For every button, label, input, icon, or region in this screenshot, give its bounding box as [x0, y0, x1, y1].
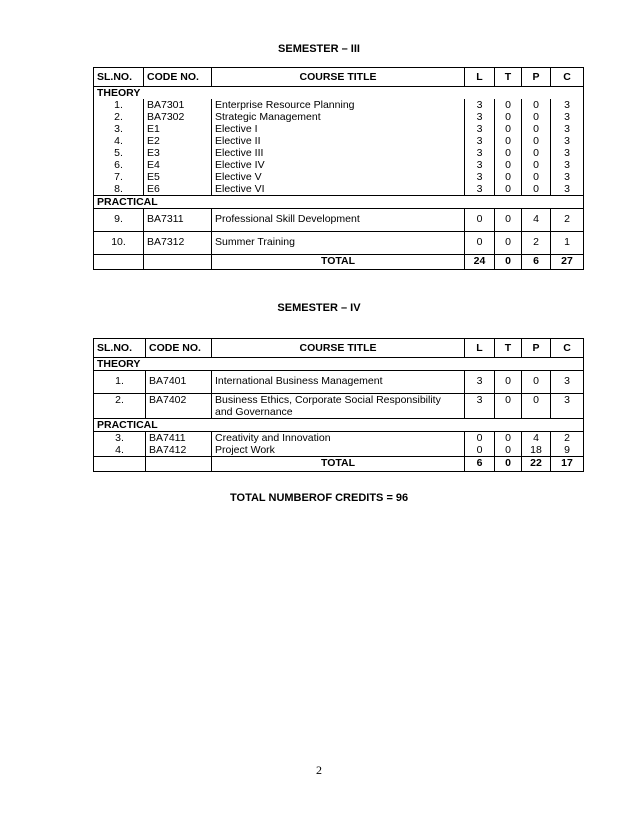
cell-p: 0	[522, 183, 551, 196]
section-label-theory: THEORY	[94, 87, 584, 100]
cell-l: 3	[465, 111, 495, 123]
table-row	[94, 432, 584, 445]
section-label-practical: PRACTICAL	[94, 196, 584, 209]
cell-p: 2	[522, 232, 551, 255]
cell-t: 0	[495, 99, 522, 111]
cell-sl: 2.	[94, 111, 144, 123]
cell-c: 3	[551, 171, 584, 183]
cell-c: 3	[551, 147, 584, 159]
col-header-l: L	[465, 68, 495, 87]
cell-empty	[94, 457, 146, 472]
cell-title: Creativity and Innovation	[212, 432, 465, 445]
cell-sl: 3.	[94, 432, 146, 445]
table-row	[94, 99, 584, 111]
cell-p: 18	[522, 444, 551, 457]
cell-code: BA7301	[144, 99, 212, 111]
cell-t: 0	[495, 171, 522, 183]
cell-title: Business Ethics, Corporate Social Responsibility and Governance	[212, 394, 465, 419]
semester-3-heading: SEMESTER – III	[278, 43, 360, 55]
col-header-sl-no: SL.NO.	[94, 339, 146, 358]
total-t: 0	[495, 457, 522, 472]
cell-c: 3	[551, 135, 584, 147]
cell-p: 0	[522, 99, 551, 111]
total-c: 27	[551, 255, 584, 270]
col-header-course-title: COURSE TITLE	[212, 339, 465, 358]
cell-c: 3	[551, 394, 584, 419]
cell-title: Elective III	[212, 147, 465, 159]
section-row-practical	[94, 196, 584, 209]
cell-t: 0	[495, 159, 522, 171]
cell-code: BA7312	[144, 232, 212, 255]
col-header-p: P	[522, 68, 551, 87]
cell-l: 3	[465, 171, 495, 183]
cell-c: 3	[551, 111, 584, 123]
cell-sl: 9.	[94, 209, 144, 232]
cell-c: 3	[551, 123, 584, 135]
table-row	[94, 147, 584, 159]
semester-4-table	[93, 338, 584, 472]
cell-code: E6	[144, 183, 212, 196]
table-row	[94, 232, 584, 255]
cell-l: 0	[465, 432, 495, 445]
cell-l: 3	[465, 135, 495, 147]
cell-sl: 10.	[94, 232, 144, 255]
cell-title: International Business Management	[212, 371, 465, 394]
cell-sl: 3.	[94, 123, 144, 135]
col-header-p: P	[522, 339, 551, 358]
cell-l: 0	[465, 232, 495, 255]
cell-p: 0	[522, 394, 551, 419]
section-label-practical: PRACTICAL	[94, 419, 584, 432]
cell-title: Strategic Management	[212, 111, 465, 123]
col-header-sl-no: SL.NO.	[94, 68, 144, 87]
cell-c: 9	[551, 444, 584, 457]
cell-p: 4	[522, 209, 551, 232]
col-header-code-no: CODE NO.	[144, 68, 212, 87]
cell-title: Elective II	[212, 135, 465, 147]
col-header-t: T	[495, 339, 522, 358]
cell-sl: 6.	[94, 159, 144, 171]
cell-t: 0	[495, 232, 522, 255]
cell-code: E4	[144, 159, 212, 171]
cell-l: 3	[465, 159, 495, 171]
table-row	[94, 444, 584, 457]
cell-t: 0	[495, 135, 522, 147]
total-l: 6	[465, 457, 495, 472]
total-credits: TOTAL NUMBEROF CREDITS = 96	[230, 492, 409, 504]
cell-t: 0	[495, 209, 522, 232]
total-p: 22	[522, 457, 551, 472]
cell-p: 0	[522, 159, 551, 171]
cell-c: 2	[551, 432, 584, 445]
col-header-c: C	[551, 339, 584, 358]
cell-l: 3	[465, 99, 495, 111]
total-l: 24	[465, 255, 495, 270]
cell-code: E2	[144, 135, 212, 147]
cell-l: 3	[465, 371, 495, 394]
total-label: TOTAL	[212, 255, 465, 270]
table-row	[94, 394, 584, 419]
cell-l: 3	[465, 147, 495, 159]
cell-t: 0	[495, 432, 522, 445]
col-header-l: L	[465, 339, 495, 358]
cell-c: 3	[551, 159, 584, 171]
page-number: 2	[316, 763, 322, 777]
cell-p: 0	[522, 147, 551, 159]
section-row-practical	[94, 419, 584, 432]
cell-code: E5	[144, 171, 212, 183]
cell-p: 0	[522, 111, 551, 123]
cell-empty	[144, 255, 212, 270]
cell-title: Enterprise Resource Planning	[212, 99, 465, 111]
cell-title: Elective IV	[212, 159, 465, 171]
total-t: 0	[495, 255, 522, 270]
semester-4-heading: SEMESTER – IV	[277, 302, 361, 314]
cell-l: 0	[465, 444, 495, 457]
cell-c: 3	[551, 371, 584, 394]
table-header-row	[94, 339, 584, 358]
table-row	[94, 111, 584, 123]
cell-sl: 1.	[94, 371, 146, 394]
total-label: TOTAL	[212, 457, 465, 472]
cell-sl: 8.	[94, 183, 144, 196]
cell-t: 0	[495, 183, 522, 196]
cell-sl: 4.	[94, 444, 146, 457]
total-row	[94, 457, 584, 472]
cell-l: 3	[465, 394, 495, 419]
cell-title: Summer Training	[212, 232, 465, 255]
cell-t: 0	[495, 444, 522, 457]
cell-c: 2	[551, 209, 584, 232]
cell-p: 0	[522, 371, 551, 394]
cell-c: 3	[551, 183, 584, 196]
cell-code: BA7401	[146, 371, 212, 394]
cell-l: 0	[465, 209, 495, 232]
cell-sl: 2.	[94, 394, 146, 419]
cell-sl: 7.	[94, 171, 144, 183]
cell-code: E3	[144, 147, 212, 159]
cell-code: BA7411	[146, 432, 212, 445]
section-label-theory: THEORY	[94, 358, 584, 371]
cell-t: 0	[495, 371, 522, 394]
total-c: 17	[551, 457, 584, 472]
cell-title: Project Work	[212, 444, 465, 457]
cell-sl: 4.	[94, 135, 144, 147]
cell-p: 0	[522, 135, 551, 147]
col-header-t: T	[495, 68, 522, 87]
semester-3-table	[93, 67, 584, 270]
total-p: 6	[522, 255, 551, 270]
cell-code: BA7302	[144, 111, 212, 123]
table-row	[94, 135, 584, 147]
cell-title: Elective I	[212, 123, 465, 135]
table-row	[94, 123, 584, 135]
section-row-theory	[94, 87, 584, 100]
section-row-theory	[94, 358, 584, 371]
cell-c: 1	[551, 232, 584, 255]
cell-p: 0	[522, 123, 551, 135]
cell-l: 3	[465, 183, 495, 196]
cell-title: Elective VI	[212, 183, 465, 196]
cell-t: 0	[495, 123, 522, 135]
cell-t: 0	[495, 394, 522, 419]
col-header-c: C	[551, 68, 584, 87]
cell-p: 0	[522, 171, 551, 183]
cell-sl: 5.	[94, 147, 144, 159]
cell-code: BA7311	[144, 209, 212, 232]
col-header-course-title: COURSE TITLE	[212, 68, 465, 87]
table-row	[94, 209, 584, 232]
table-row	[94, 183, 584, 196]
cell-p: 4	[522, 432, 551, 445]
table-row	[94, 159, 584, 171]
cell-empty	[94, 255, 144, 270]
table-row	[94, 171, 584, 183]
table-header-row	[94, 68, 584, 87]
cell-code: E1	[144, 123, 212, 135]
col-header-code-no: CODE NO.	[146, 339, 212, 358]
cell-title: Professional Skill Development	[212, 209, 465, 232]
cell-title: Elective V	[212, 171, 465, 183]
cell-code: BA7412	[146, 444, 212, 457]
cell-empty	[146, 457, 212, 472]
cell-l: 3	[465, 123, 495, 135]
cell-c: 3	[551, 99, 584, 111]
table-row	[94, 371, 584, 394]
cell-t: 0	[495, 147, 522, 159]
cell-sl: 1.	[94, 99, 144, 111]
total-row	[94, 255, 584, 270]
cell-code: BA7402	[146, 394, 212, 419]
cell-t: 0	[495, 111, 522, 123]
